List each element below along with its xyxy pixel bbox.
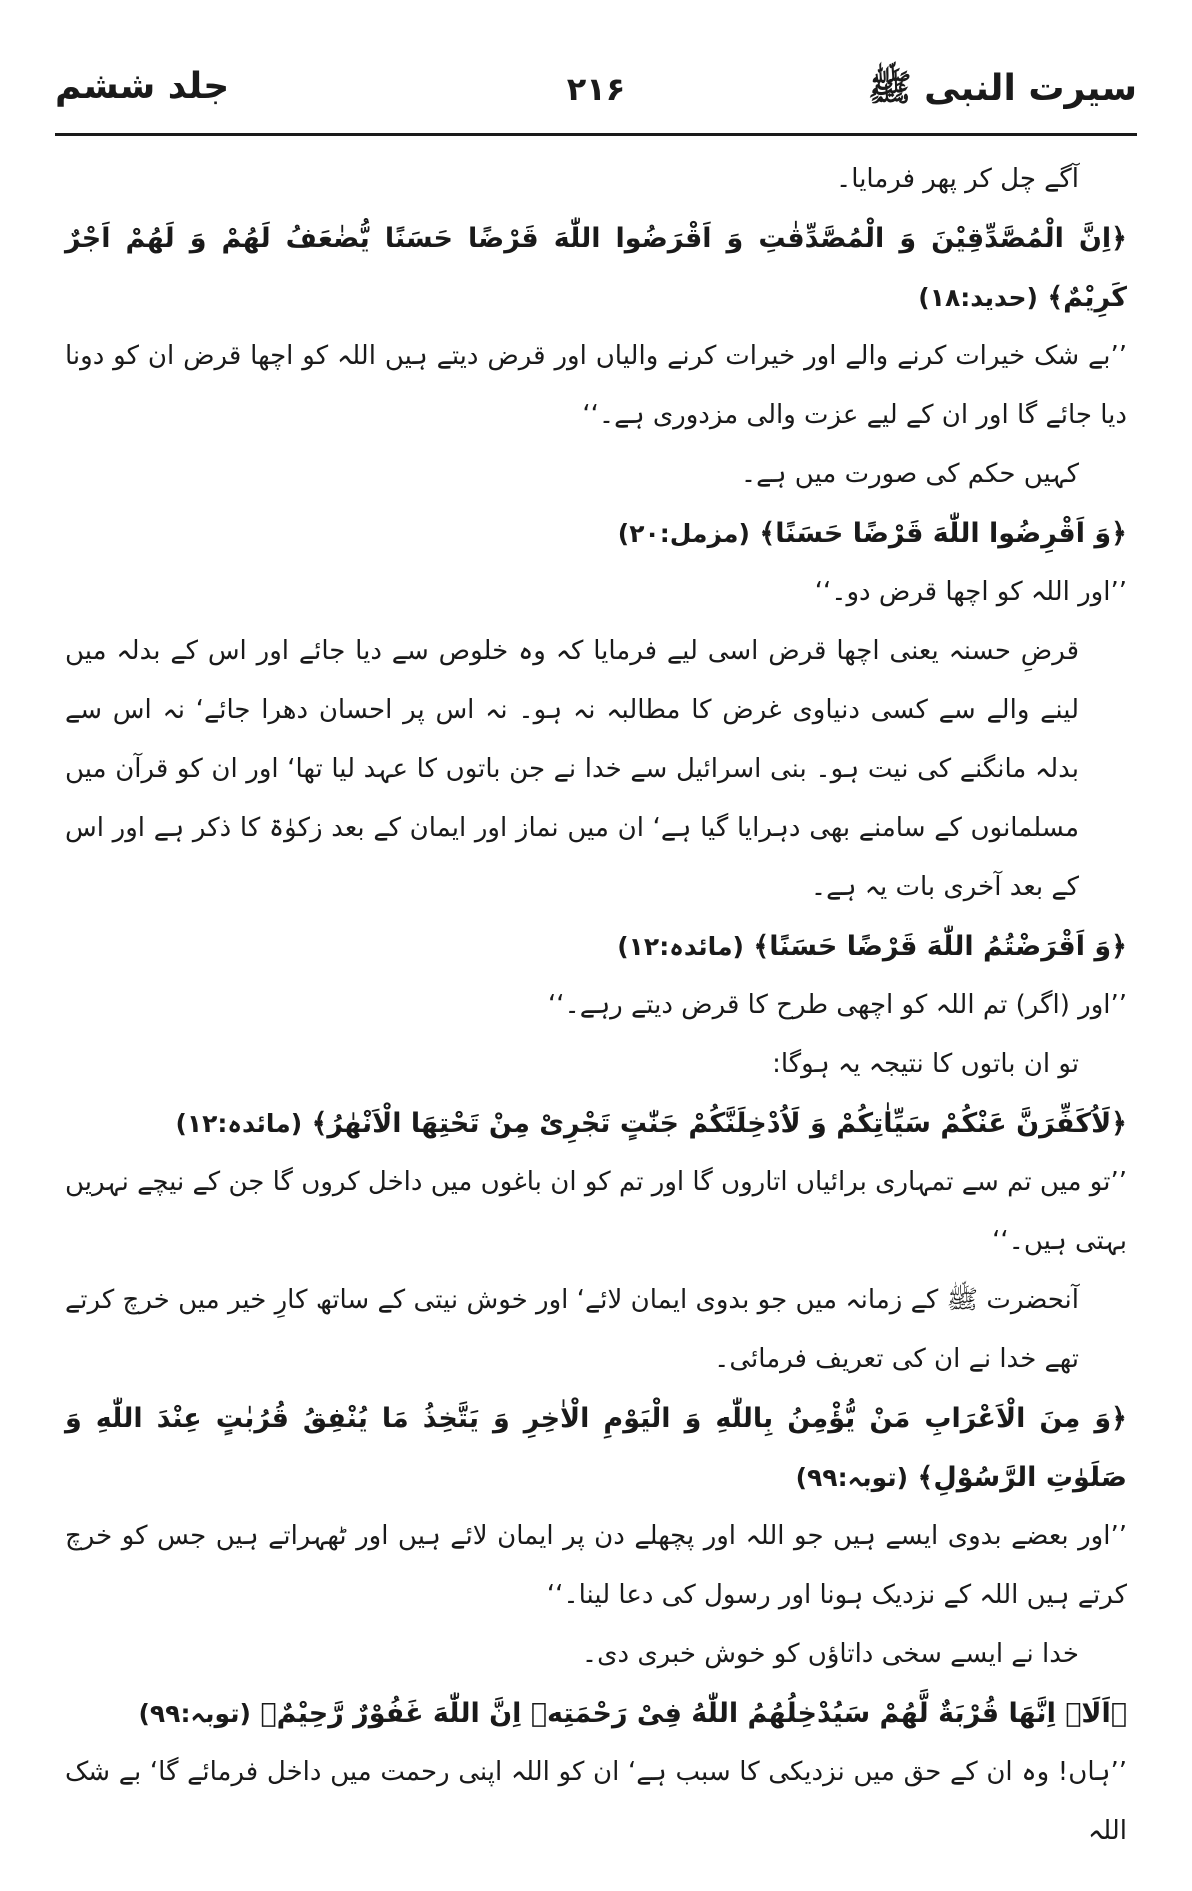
translation-text: ’’بے شک خیرات کرنے والے اور خیرات کرنے والیاں اور قرض دیتے ہیں اللہ کو اچھا قرض ان کو دونا دیا جائے گا اور ان کے لیے عزت والی مزدوری ہے۔‘‘ <box>65 341 1127 430</box>
paragraph <box>65 445 1127 504</box>
header-rule <box>55 133 1137 136</box>
page-number: ۲۱۶ <box>566 70 626 108</box>
verse-text: ﴿وَ اَقْرَضْتُمُ اللّٰهَ قَرْضًا حَسَنًا﴾ <box>753 931 1127 962</box>
verse-text: ﴿اَلَاۤ اِنَّهَا قُرْبَةٌ لَّهُمْ سَیُدْخِلُهُمُ اللّٰهُ فِیْ رَحْمَتِهٖ اِنَّ اللّٰهَ غَفُوْرٌ رَّحِیْمٌ﴾ <box>260 1698 1127 1729</box>
paragraph-text: آگے چل کر پھر فرمایا۔ <box>836 164 1079 194</box>
verse-reference: (توبہ:۹۹) <box>138 1699 251 1728</box>
paragraph-text: خدا نے ایسے سخی داتاؤں کو خوش خبری دی۔ <box>581 1639 1079 1669</box>
verse-reference: (مائدہ:۱۲) <box>617 932 744 961</box>
translation <box>65 1507 1127 1625</box>
translation-text: ’’اور (اگر) تم اللہ کو اچھی طرح کا قرض دیتے رہے۔‘‘ <box>547 990 1127 1020</box>
translation <box>65 976 1127 1035</box>
translation <box>65 1153 1127 1271</box>
paragraph <box>65 1035 1127 1094</box>
paragraph-text: قرضِ حسنہ یعنی اچھا قرض اسی لیے فرمایا کہ وہ خلوص سے دیا جائے اور اس کے بدلہ میں لینے والے سے کسی دنیاوی غرض کا مطالبہ نہ ہو۔ نہ اس پر احسان دھرا جائے‘ نہ اس سے بدلہ مانگنے کی نیت ہو۔ بنی اسرائیل سے خدا نے جن باتوں کا عہد لیا تھا‘ اور ان کو قرآن میں مسلمانوں کے سامنے بھی دہرایا گیا ہے‘ ان میں نماز اور ایمان کے بعد زکوٰۃ کا ذکر ہے اور اس کے بعد آخری بات یہ ہے۔ <box>65 636 1079 902</box>
paragraph <box>65 622 1127 917</box>
translation-text: ’’ہاں! وہ ان کے حق میں نزدیکی کا سبب ہے‘ ان کو اللہ اپنی رحمت میں داخل فرمائے گا‘ بے شک اللہ <box>65 1757 1127 1846</box>
translation <box>65 327 1127 445</box>
paragraph <box>65 150 1127 209</box>
translation <box>65 1743 1127 1861</box>
verse-text: ﴿وَ اَقْرِضُوا اللّٰهَ قَرْضًا حَسَنًا﴾ <box>759 518 1127 549</box>
page-header <box>55 58 1137 128</box>
paragraph-text: کہیں حکم کی صورت میں ہے۔ <box>740 459 1079 489</box>
verse-text: ﴿لَاُكَفِّرَنَّ عَنْكُمْ سَیِّاٰتِكُمْ وَ لَاُدْخِلَنَّكُمْ جَنّٰتٍ تَجْرِیْ مِنْ تَحْتِهَا الْاَنْهٰرُ﴾ <box>311 1108 1127 1139</box>
verse-reference: (مائدہ:۱۲) <box>175 1109 303 1138</box>
quran-verse <box>65 504 1127 563</box>
quran-verse <box>65 1389 1127 1507</box>
verse-reference: (مزمل:۲۰) <box>617 519 750 548</box>
page-body <box>65 150 1127 1861</box>
paragraph-text: تو ان باتوں کا نتیجہ یہ ہوگا: <box>772 1049 1079 1079</box>
paragraph-text: آنحضرت ﷺ کے زمانہ میں جو بدوی ایمان لائے‘ اور خوش نیتی کے ساتھ کارِ خیر میں خرچ کرتے تھے خدا نے ان کی تعریف فرمائی۔ <box>65 1285 1079 1374</box>
verse-text: ﴿وَ مِنَ الْاَعْرَابِ مَنْ یُّؤْمِنُ بِاللّٰهِ وَ الْیَوْمِ الْاٰخِرِ وَ یَتَّخِذُ مَا یُنْفِقُ قُرُبٰتٍ عِنْدَ اللّٰهِ وَ صَلَوٰتِ الرَّسُوْلِ﴾ <box>65 1403 1127 1493</box>
paragraph <box>65 1271 1127 1389</box>
verse-text: ﴿اِنَّ الْمُصَّدِّقِیْنَ وَ الْمُصَّدِّقٰتِ وَ اَقْرَضُوا اللّٰهَ قَرْضًا حَسَنًا یُّضٰعَفُ لَهُمْ وَ لَهُمْ اَجْرٌ كَرِیْمٌ﴾ <box>65 223 1127 313</box>
translation-text: ’’اور اللہ کو اچھا قرض دو۔‘‘ <box>814 577 1127 607</box>
book-title: سیرت النبی ﷺ <box>868 68 1137 109</box>
translation-text: ’’اور بعضے بدوی ایسے ہیں جو اللہ اور پچھلے دن پر ایمان لائے ہیں اور ٹھہراتے ہیں جس کو خرچ کرتے ہیں اللہ کے نزدیک ہونا اور رسول کی دعا لینا۔‘‘ <box>65 1521 1127 1610</box>
verse-reference: (حدید:۱۸) <box>918 283 1038 312</box>
quran-verse <box>65 1094 1127 1153</box>
volume-label: جلد ششم <box>55 66 230 107</box>
quran-verse <box>65 917 1127 976</box>
quran-verse <box>65 209 1127 327</box>
translation <box>65 563 1127 622</box>
translation-text: ’’تو میں تم سے تمہاری برائیاں اتاروں گا اور تم کو ان باغوں میں داخل کروں گا جن کے نیچے نہریں بہتی ہیں۔‘‘ <box>65 1167 1127 1256</box>
quran-verse <box>65 1684 1127 1743</box>
paragraph <box>65 1625 1127 1684</box>
verse-reference: (توبہ:۹۹) <box>795 1463 909 1492</box>
